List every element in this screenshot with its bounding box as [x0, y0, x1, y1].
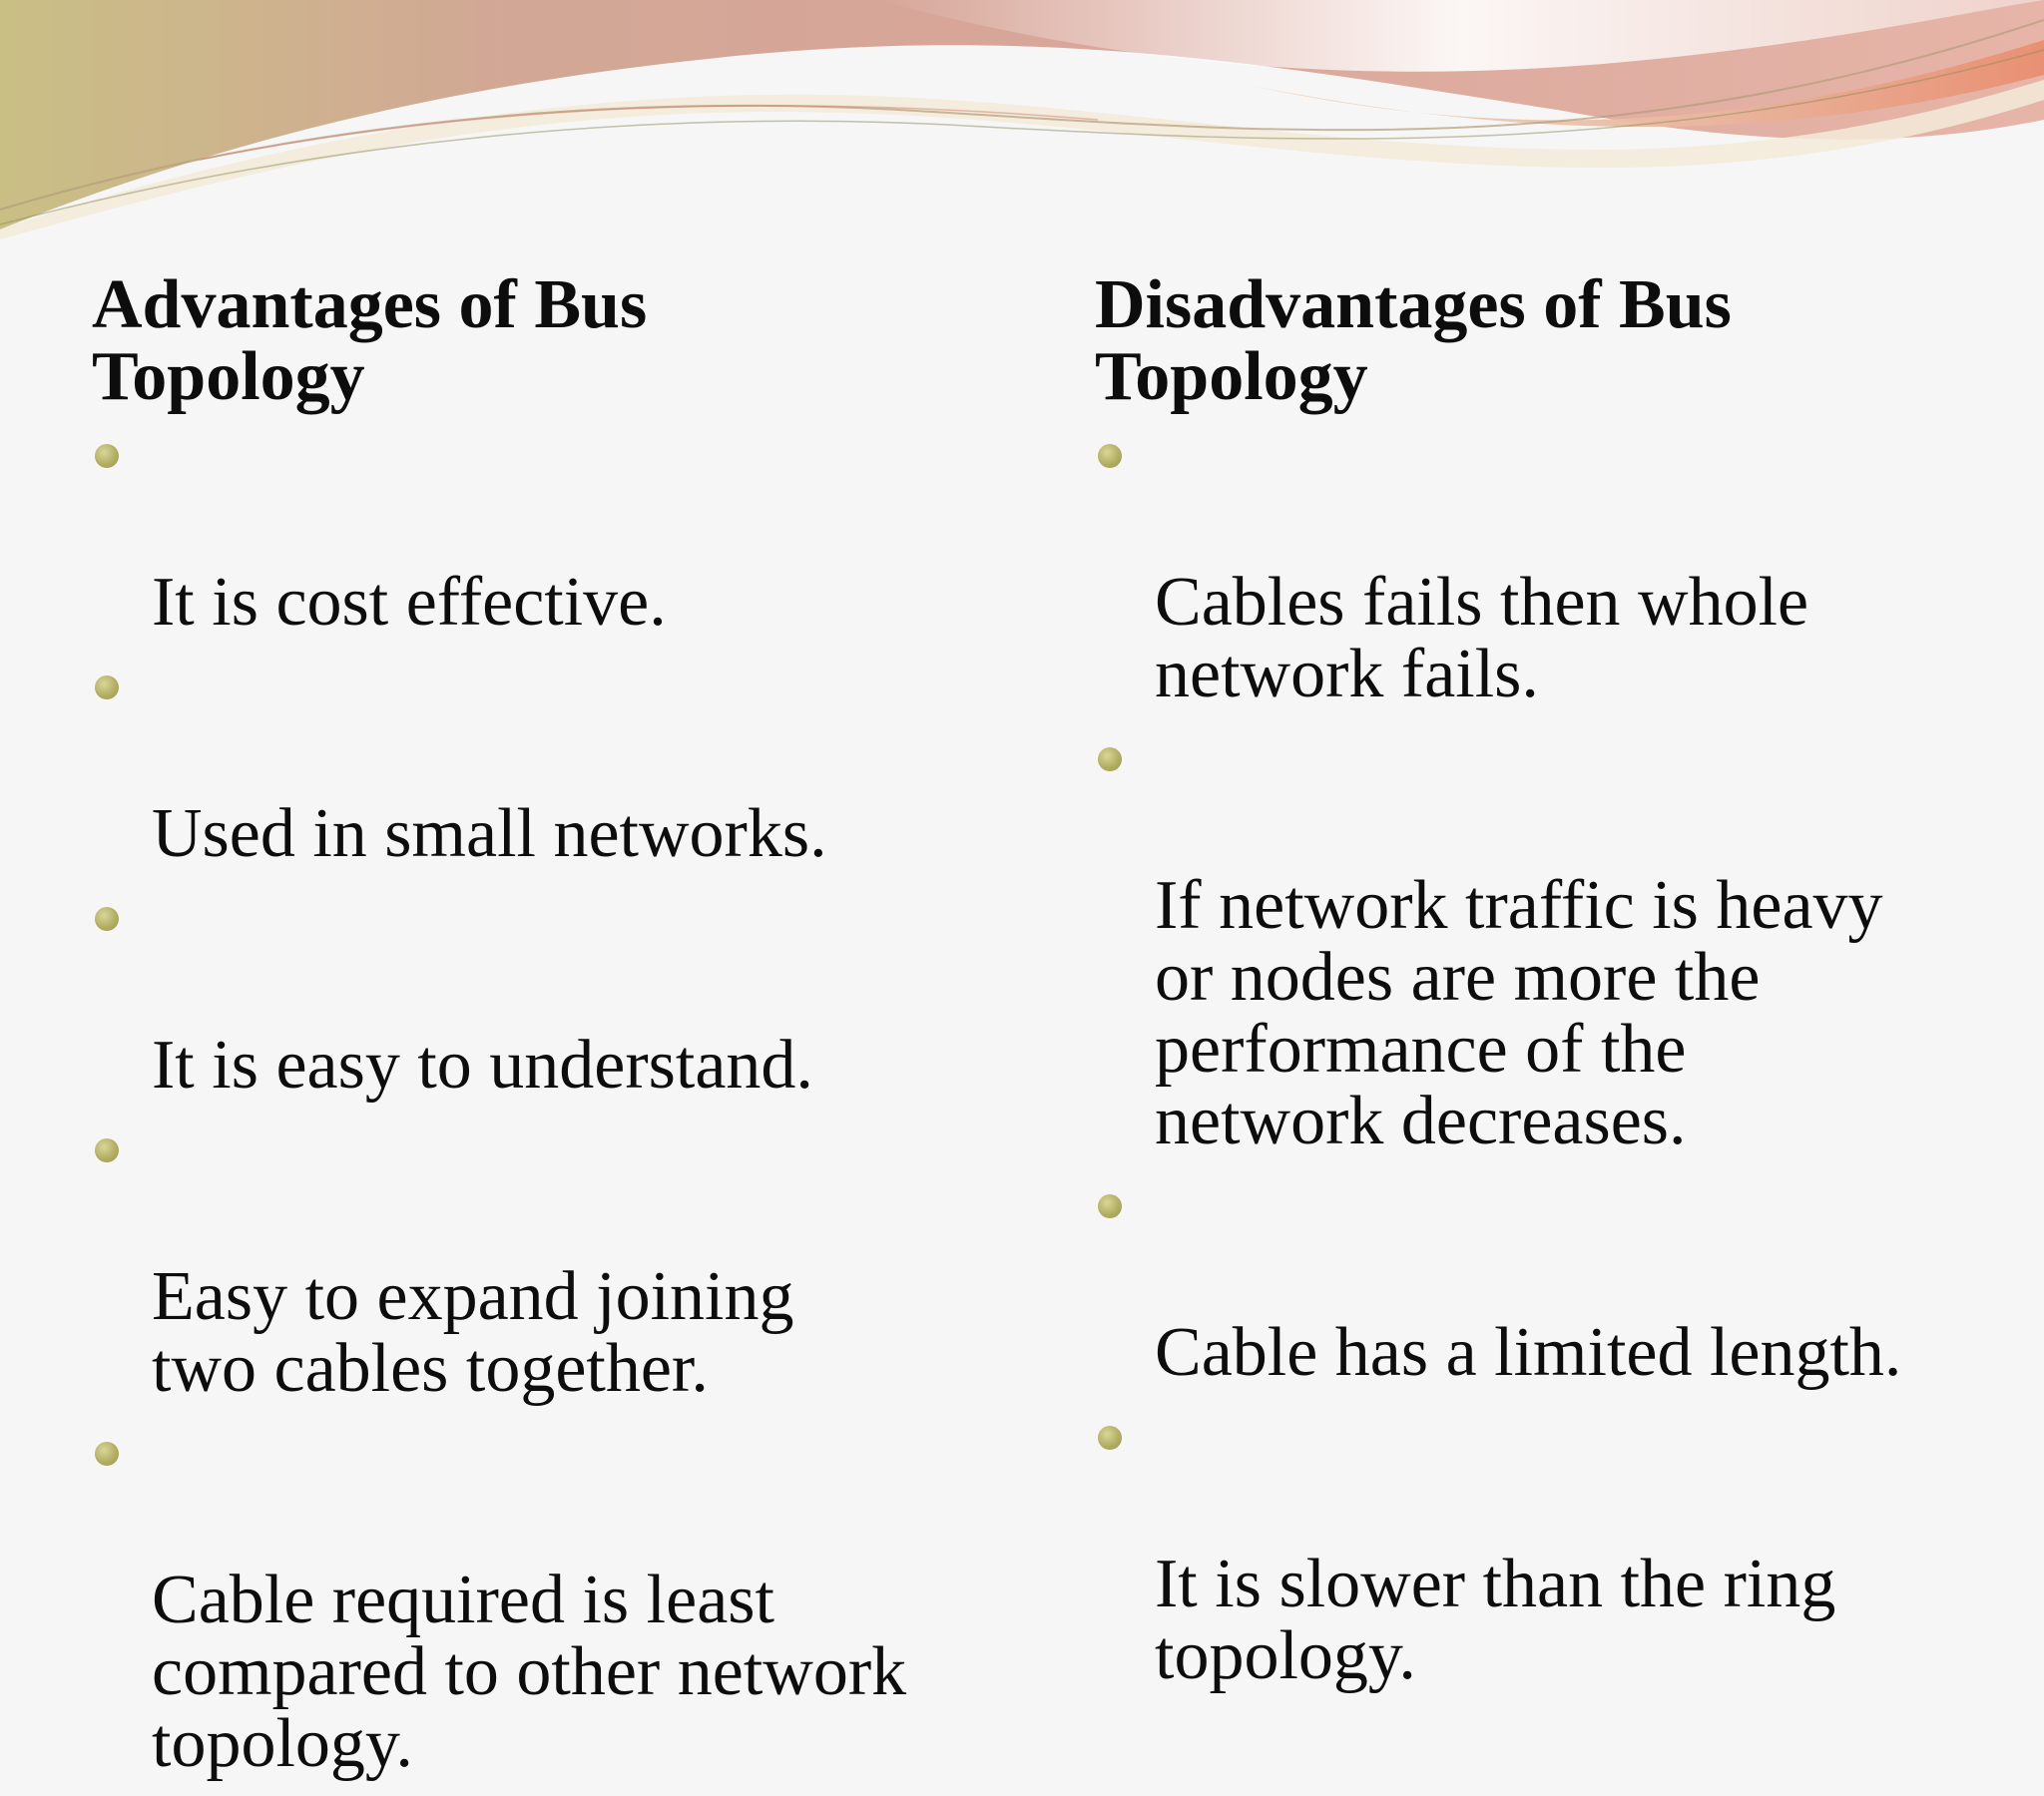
list-item [92, 1118, 990, 1405]
list-item [1095, 726, 2013, 1157]
advantages-heading: Advantages of Bus Topology [92, 266, 648, 415]
list-item [1095, 423, 2013, 710]
list-item-text: Cable has a limited length. [1155, 1314, 1902, 1391]
list-item-text: It is cost effective. [152, 564, 667, 641]
list-item [92, 423, 990, 639]
bullet-dot-icon [95, 675, 119, 699]
list-item [1095, 1173, 2013, 1389]
disadvantages-heading: Disadvantages of Bus Topology [1095, 266, 1732, 415]
list-item [92, 886, 990, 1102]
decorative-wave-header [0, 0, 2044, 239]
list-item-text: Used in small networks. [152, 795, 827, 872]
bullet-dot-icon [95, 1138, 119, 1162]
bullet-dot-icon [1098, 747, 1122, 771]
bullet-dot-icon [1098, 444, 1122, 468]
list-item [1095, 1405, 2013, 1692]
bullet-dot-icon [95, 1442, 119, 1466]
list-item-text: Cable required is least compared to other network topology. [152, 1562, 907, 1782]
list-item-text: It is slower than the ring topology. [1155, 1546, 1836, 1694]
list-item-text: It is easy to understand. [152, 1027, 813, 1104]
advantages-list [92, 423, 990, 1780]
bullet-dot-icon [95, 444, 119, 468]
disadvantages-column [1095, 266, 2013, 1708]
disadvantages-list [1095, 423, 2013, 1692]
list-item [92, 1421, 990, 1780]
list-item-text: If network traffic is heavy or nodes are more the performance of the network decreases. [1155, 867, 1883, 1159]
list-item-text: Easy to expand joining two cables together. [152, 1258, 794, 1407]
list-item [92, 655, 990, 870]
list-item-text: Cables fails then whole network fails. [1155, 564, 1809, 712]
bullet-dot-icon [1098, 1194, 1122, 1218]
advantages-column [92, 266, 990, 1796]
bullet-dot-icon [95, 907, 119, 931]
bullet-dot-icon [1098, 1426, 1122, 1450]
